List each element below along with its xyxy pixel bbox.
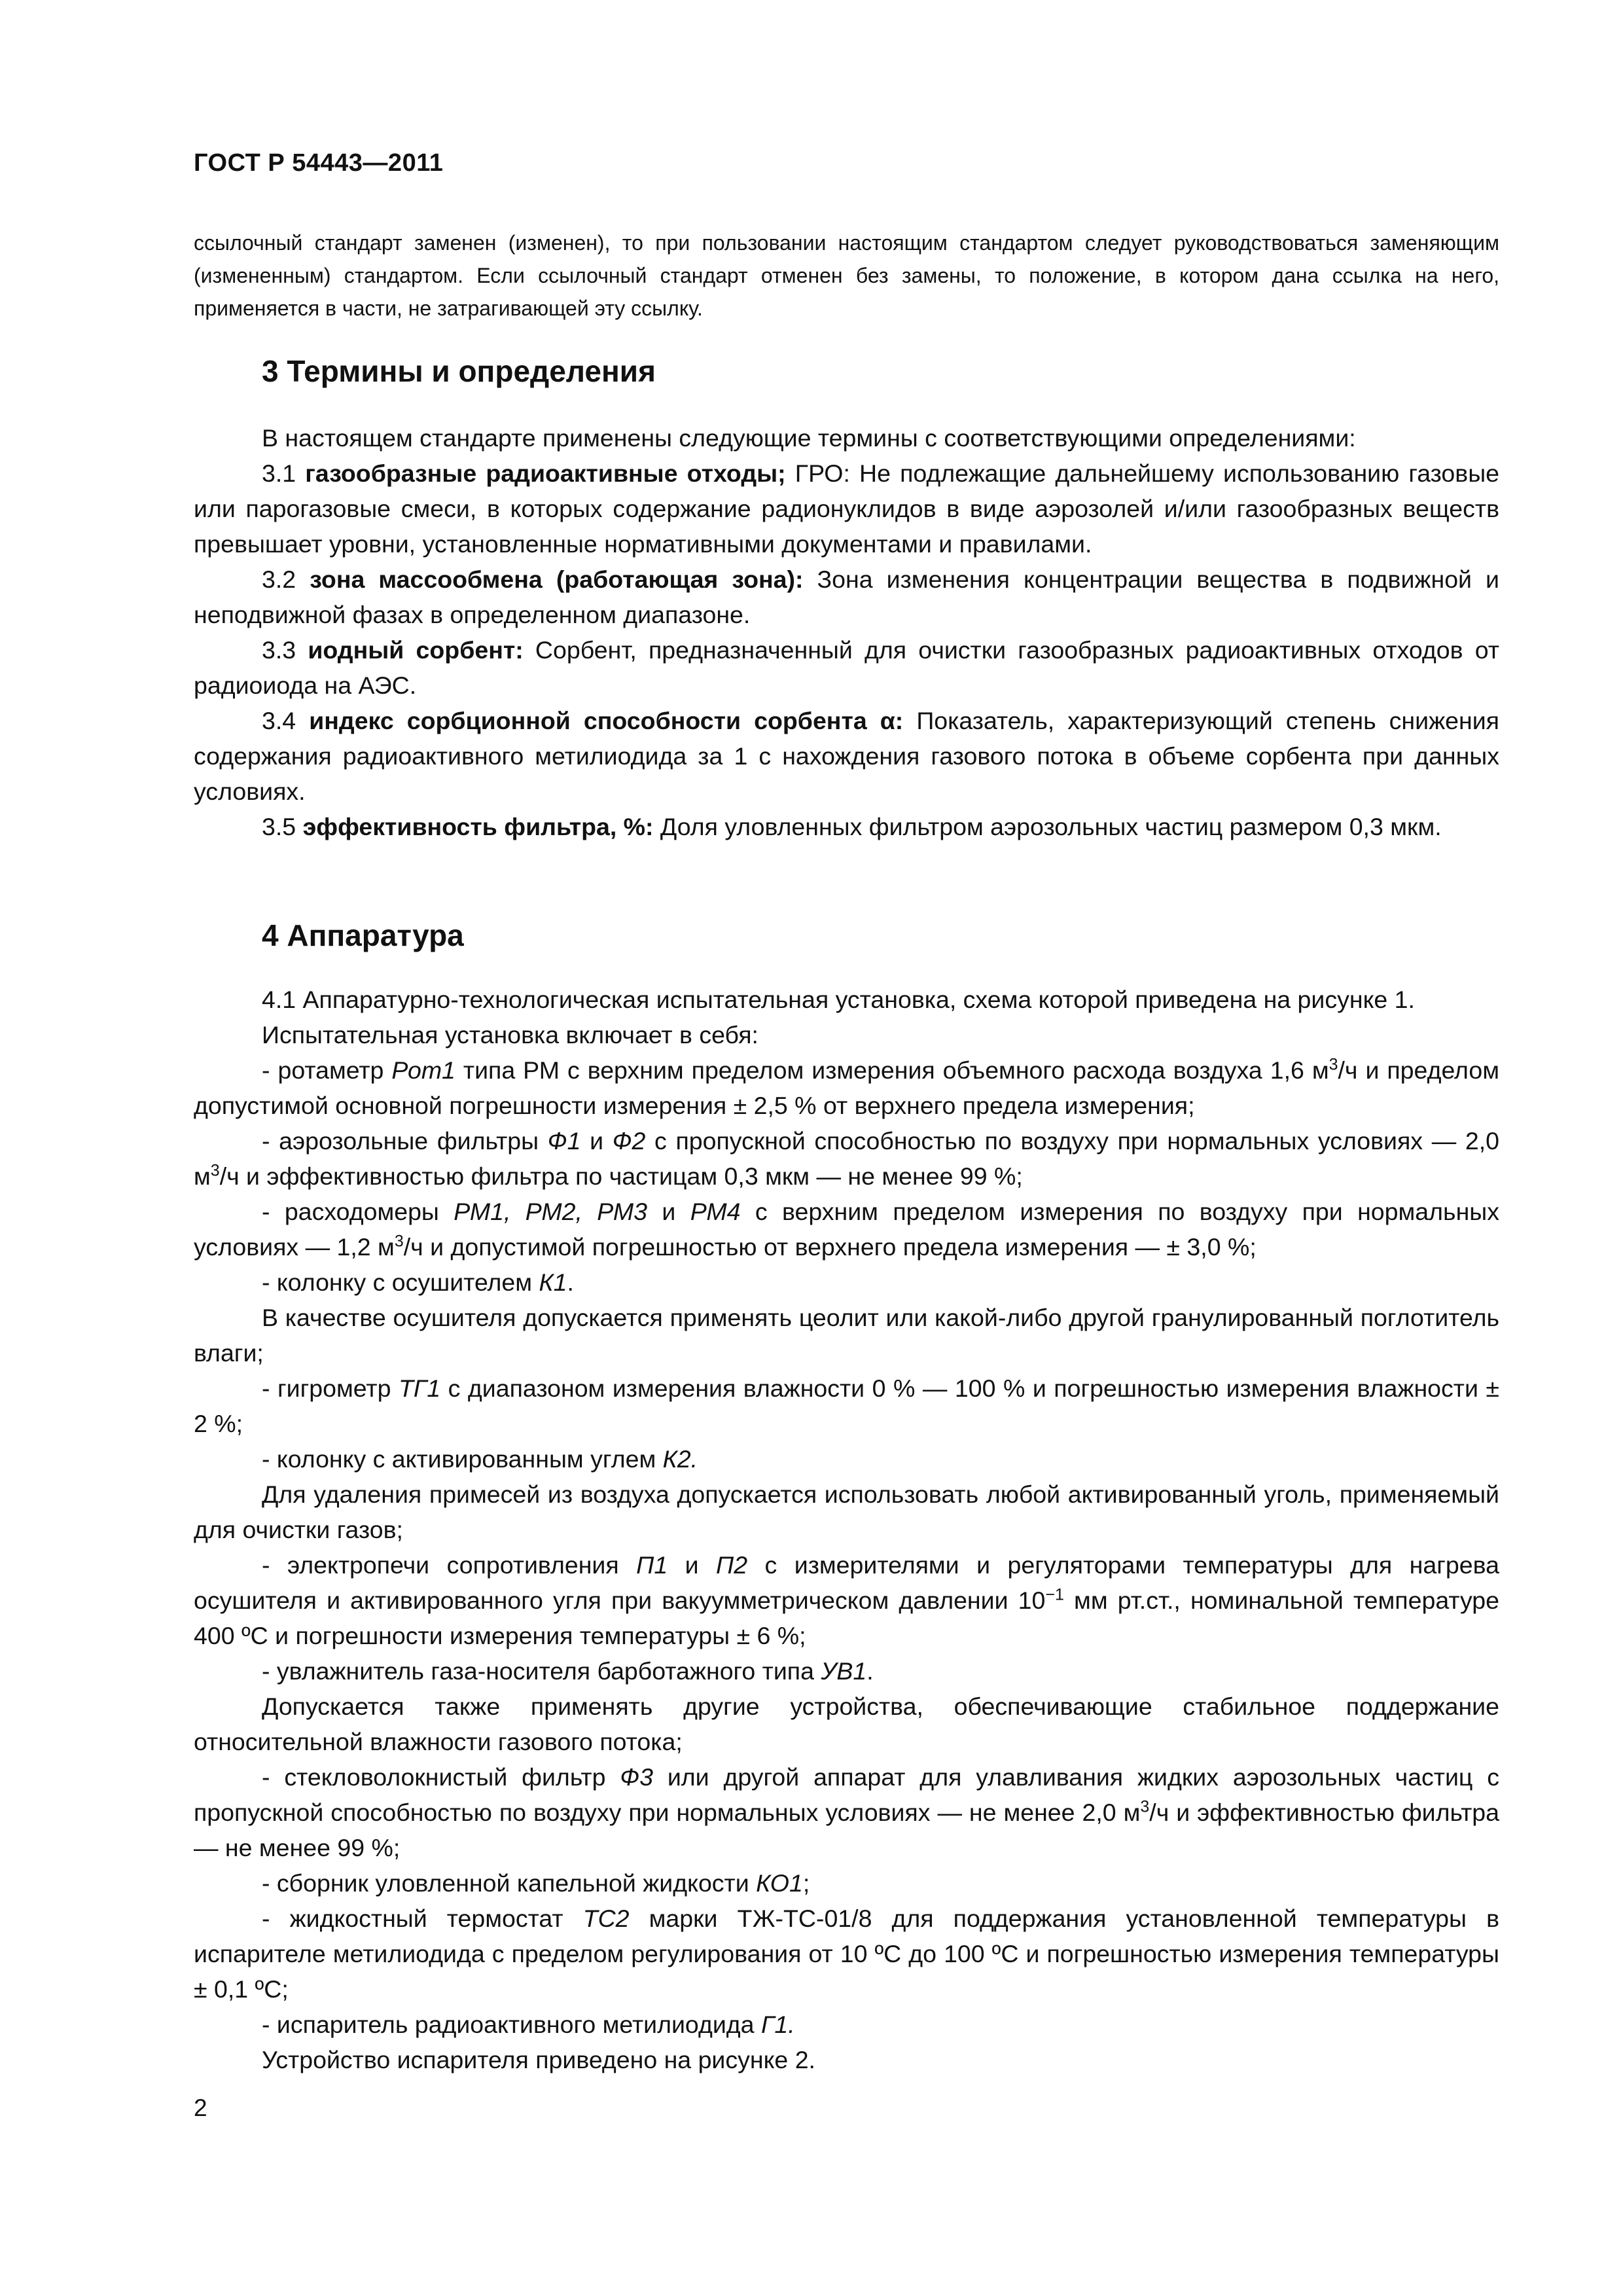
item-furnaces: - электропечи сопротивления П1 и П2 с измерителями и регуляторами температуры для нагрева осушителя и активированного угля при вакуумметрическом давлении $10^{-1}$ мм рт.ст., номинальной температуре 400 ºС и погрешности измерения температуры ± 6 %; <box>194 1551 1499 1649</box>
item-hygrometer: - гигрометр ТГ1 с диапазоном измерения влажности 0 % — 100 % и погрешностью измерения влажности ± 2 %; <box>194 1374 1500 1437</box>
section-3-body <box>194 420 1499 844</box>
section-4-title: 4 Аппаратура <box>262 918 464 952</box>
includes-lead: Испытательная установка включает в себя: <box>262 1021 758 1049</box>
intro-paragraph: ссылочный стандарт заменен (изменен), то при пользовании настоящим стандартом следует руководствоваться заменяющим (измененным) стандартом. Если ссылочный стандарт отменен без замены, то положение, в котором дана ссылка на него, применяется в части, не затрагивающей эту ссылку. <box>194 231 1499 320</box>
term-3-3: 3.3 иодный сорбент: Сорбент, предназначенный для очистки газообразных радиоактивных отходов от радиоиода на АЭС. <box>194 636 1499 699</box>
item-humidifier: - увлажнитель газа-носителя барботажного типа УВ1. <box>262 1657 874 1685</box>
item-flowmeters: - расходомеры РМ1, РМ2, РМ3 и РМ4 с верхним пределом измерения по воздуху при нормальных условиях — 1,2 $м^3/ч$ и допустимой погрешностью от верхнего предела измерения — ± 3,0 %; <box>194 1198 1499 1261</box>
item-liquid-collector: - сборник уловленной капельной жидкости КО1; <box>262 1869 810 1897</box>
term-definition: Сорбент, предназначенный для очистки газообразных радиоактивных отходов от радиоиода на АЭС. <box>194 636 1499 699</box>
paragraph-4-1: 4.1 Аппаратурно-технологическая испытательная установка, схема которой приведена на рисунке 1. <box>262 986 1415 1013</box>
humidifier-note: Допускается также применять другие устройства, обеспечивающие стабильное поддержание относительной влажности газового потока; <box>194 1693 1499 1755</box>
page-number: 2 <box>194 2094 207 2121</box>
section-3-title: 3 Термины и определения <box>262 354 656 388</box>
term-name: газообразные радиоактивные отходы; <box>305 459 786 487</box>
item-carbon-column: - колонку с активированным углем К2. <box>262 1445 698 1473</box>
term-definition: Доля уловленных фильтром аэрозольных частиц размером 0,3 мкм. <box>653 813 1442 840</box>
item-dryer-column: - колонку с осушителем К1. <box>262 1268 574 1296</box>
term-name: индекс сорбционной способности сорбента α: <box>309 707 904 734</box>
item-evaporator: - испаритель радиоактивного метилиодида Г1. <box>262 2011 795 2038</box>
section-3-lead: В настоящем стандарте применены следующие термины с соответствующими определениями: <box>262 424 1356 452</box>
term-definition: ГРО: Не подлежащие дальнейшему использованию газовые или парогазовые смеси, в которых содержание радионуклидов в виде аэрозолей и/или газообразных веществ превышает уровни, установленные нормативными документами и правилами. <box>194 459 1500 558</box>
term-3-1: 3.1 газообразные радиоактивные отходы; ГРО: Не подлежащие дальнейшему использованию газовые или парогазовые смеси, в которых содержание радионуклидов в виде аэрозолей и/или газообразных веществ превышает уровни, установленные нормативными документами и правилами. <box>194 459 1500 558</box>
dryer-note: В качестве осушителя допускается применять цеолит или какой-либо другой гранулированный поглотитель влаги; <box>194 1304 1499 1367</box>
term-definition: Показатель, характеризующий степень снижения содержания радиоактивного метилиодида за 1 с нахождения газового потока в объеме сорбента при данных условиях. <box>194 707 1499 805</box>
item-rotameter: - ротаметр Рот1 типа РМ с верхним пределом измерения объемного расхода воздуха 1,6 $м^3/ч$ и пределом допустимой основной погрешности измерения ± 2,5 % от верхнего предела измерения; <box>194 1055 1499 1119</box>
item-thermostat: - жидкостный термостат ТС2 марки ТЖ-ТС-01/8 для поддержания установленной температуры в испарителе метилиодида с пределом регулирования от 10 ºС до 100 ºС и погрешностью измерения температуры ± 0,1 ºС; <box>194 1905 1499 2003</box>
term-3-5: 3.5 эффективность фильтра, %: Доля уловленных фильтром аэрозольных частиц размером 0,3 мкм. <box>262 813 1442 840</box>
term-name: эффективность фильтра, %: <box>302 813 654 840</box>
document-header-code: ГОСТ Р 54443—2011 <box>194 149 444 177</box>
term-3-2: 3.2 зона массообмена (работающая зона): Зона изменения концентрации вещества в подвижной и неподвижной фазах в определенном диапазоне. <box>194 565 1500 628</box>
evaporator-note: Устройство испарителя приведено на рисунке 2. <box>262 2046 815 2073</box>
term-name: зона массообмена (работающая зона): <box>310 565 804 593</box>
item-glass-fiber-filter: - стекловолокнистый фильтр Ф3 или другой аппарат для улавливания жидких аэрозольных частиц с пропускной способностью по воздуху при нормальных условиях — не менее 2,0 $м^3/ч$ и эффективностью фильтра — не менее 99 %; <box>194 1763 1499 1861</box>
term-name: иодный сорбент: <box>308 636 524 664</box>
carbon-note: Для удаления примесей из воздуха допускается использовать любой активированный уголь, применяемый для очистки газов; <box>194 1480 1499 1543</box>
term-3-4: 3.4 индекс сорбционной способности сорбента α: Показатель, характеризующий степень снижения содержания радиоактивного метилиодида за 1 с нахождения газового потока в объеме сорбента при данных условиях. <box>194 707 1499 805</box>
section-4-body <box>194 982 1499 2077</box>
term-definition: Зона изменения концентрации вещества в подвижной и неподвижной фазах в определенном диапазоне. <box>194 565 1500 628</box>
item-aerosol-filters: - аэрозольные фильтры Ф1 и Ф2 с пропускной способностью по воздуху при нормальных условиях — 2,0 $м^3/ч$ и эффективностью фильтра по частицам 0,3 мкм — не менее 99 %; <box>194 1127 1499 1190</box>
